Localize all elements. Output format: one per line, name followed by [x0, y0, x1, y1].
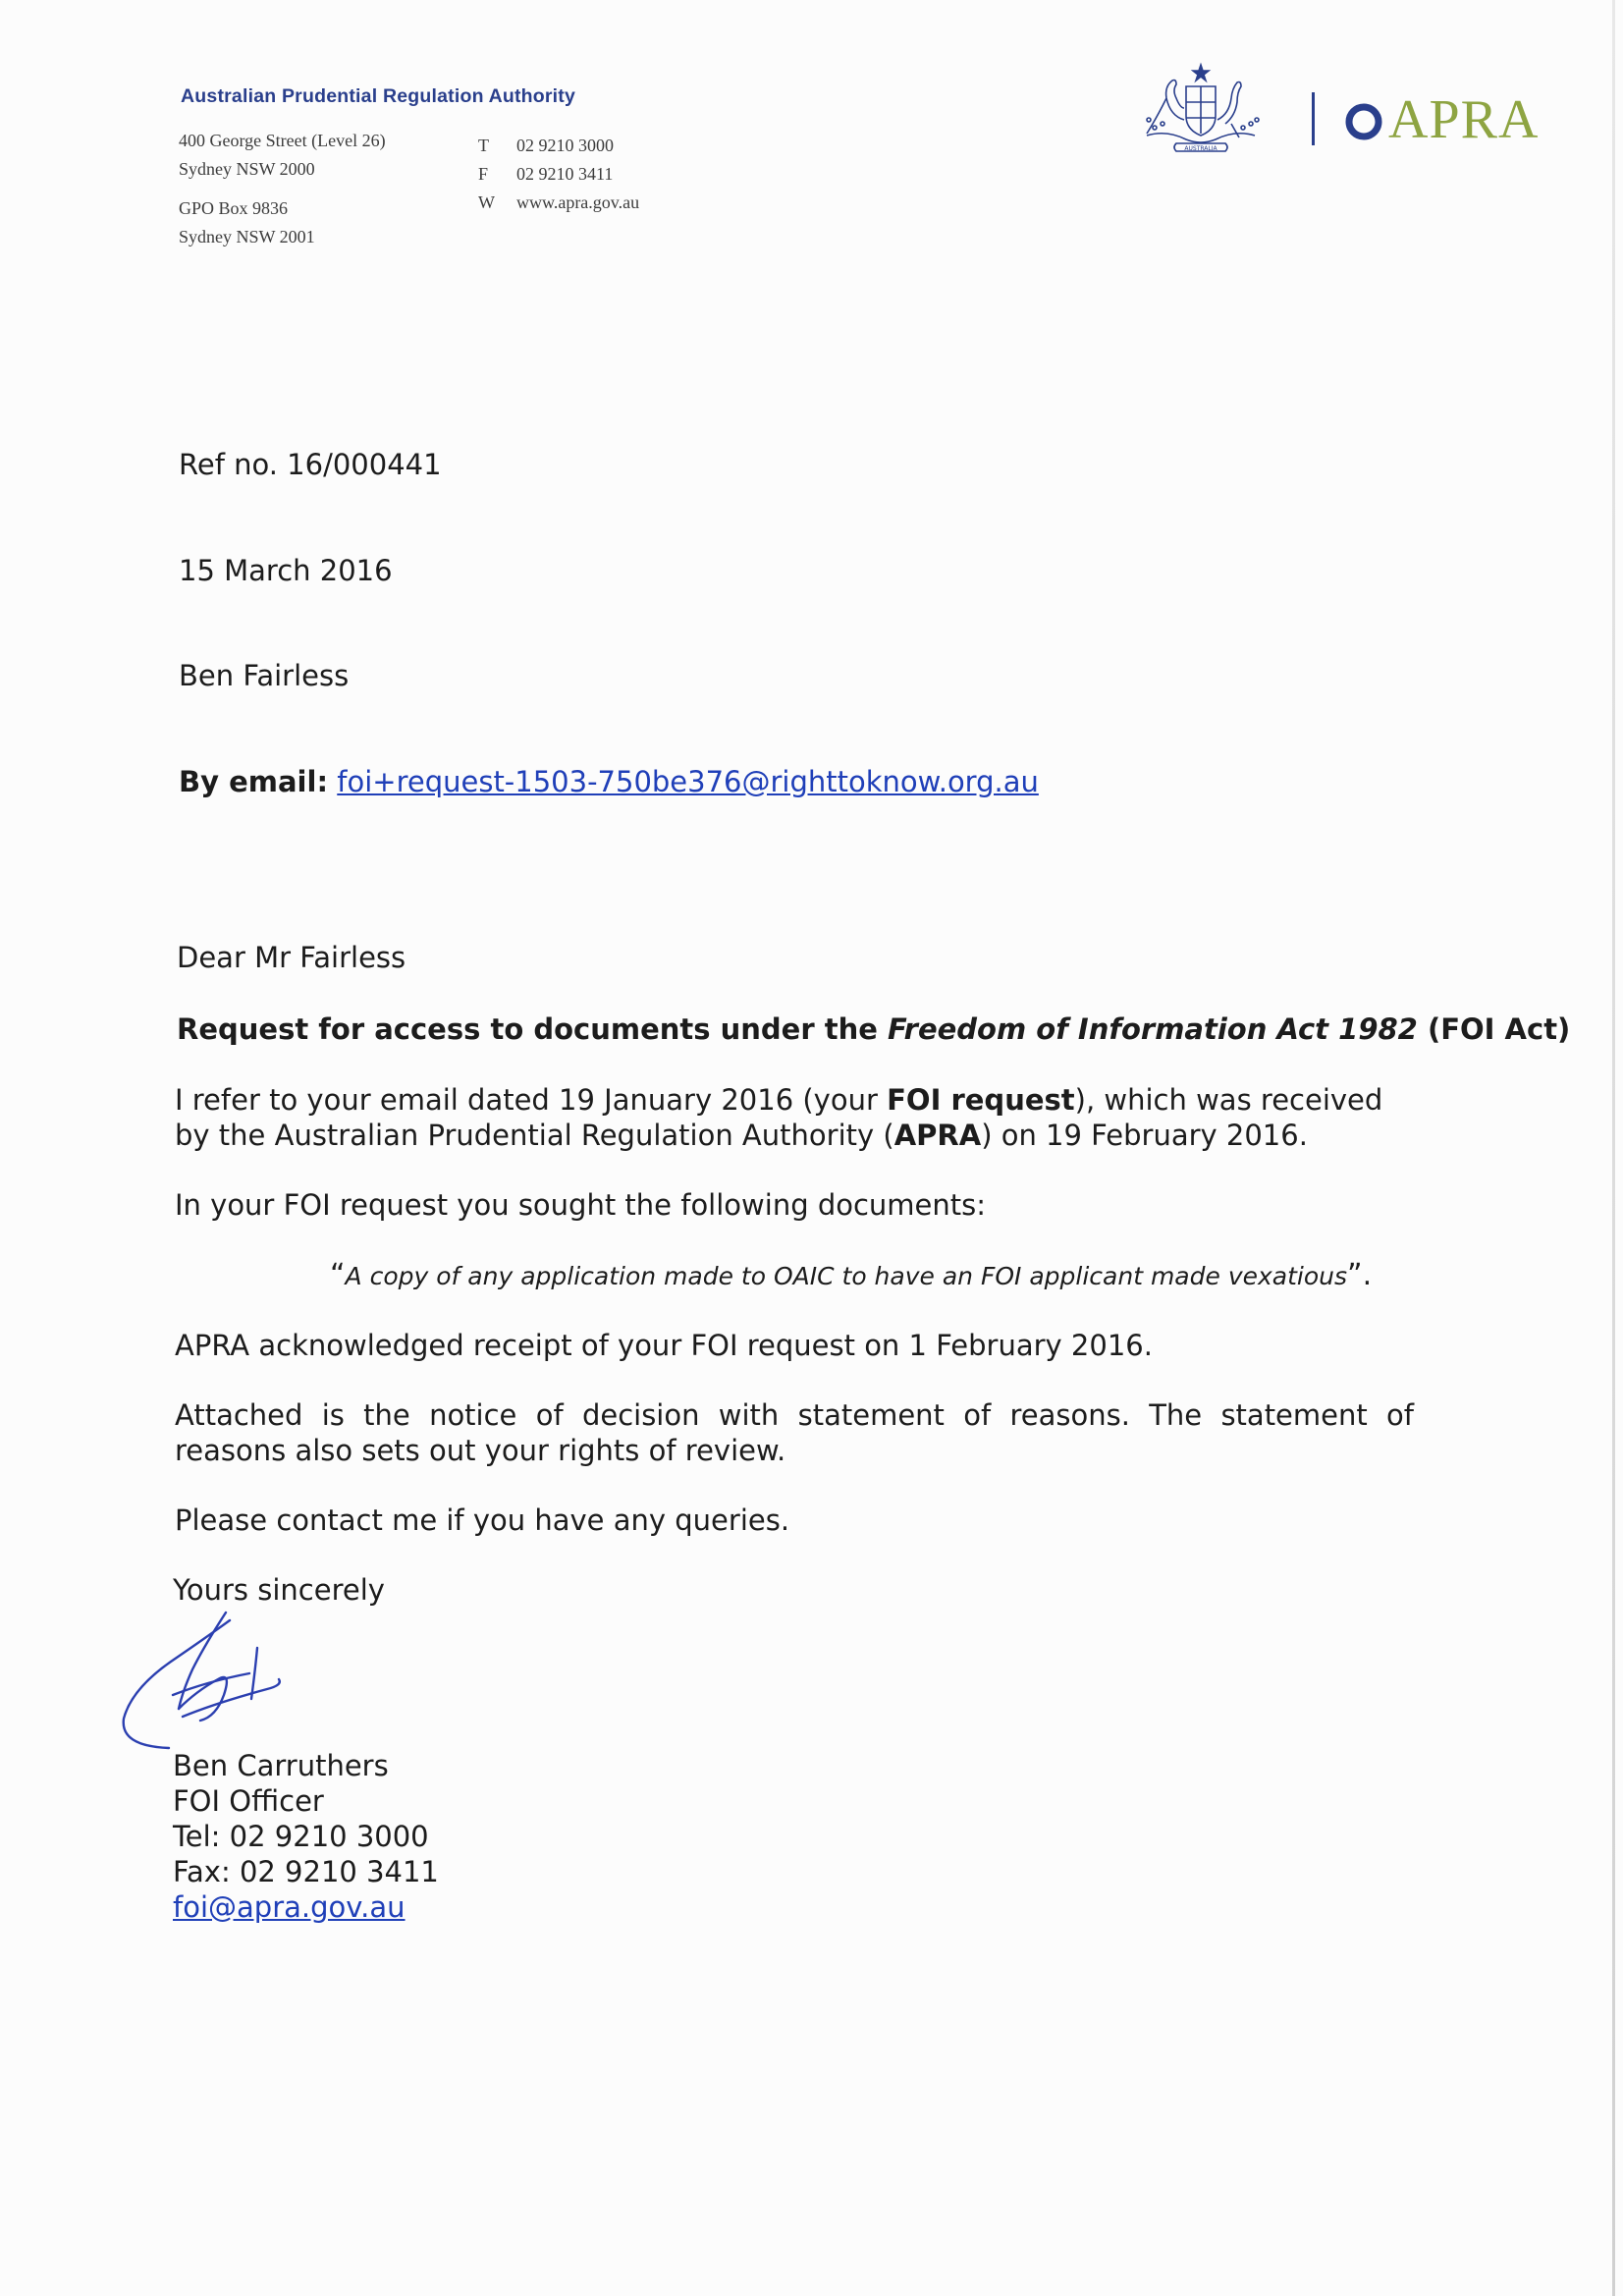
text-span: ) on 19 February 2016. — [981, 1119, 1308, 1152]
quote-close-mark: ”. — [1347, 1258, 1373, 1292]
street-address — [179, 127, 386, 251]
signatory-email-link[interactable]: foi@apra.gov.au — [173, 1890, 406, 1924]
text-bold: FOI request — [887, 1083, 1075, 1117]
subject-act-title: Freedom of Information Act 1982 — [888, 1012, 1418, 1046]
contact-web — [478, 189, 639, 217]
text-span: ), which was received by the Australian Prudential Regulation Authority ( — [175, 1083, 1383, 1152]
address-line: Sydney NSW 2000 — [179, 159, 315, 179]
letter-date: 15 March 2016 — [179, 554, 393, 587]
quote-open-mark: “ — [330, 1258, 346, 1292]
logo-divider — [1312, 92, 1315, 145]
address-line: GPO Box 9836 — [179, 198, 289, 218]
by-email-label: By email: — [179, 765, 329, 798]
letterhead-logos — [1127, 59, 1569, 157]
salutation: Dear Mr Fairless — [177, 941, 406, 974]
apra-logo-wordmark: APRA — [1388, 89, 1540, 150]
apra-ring-icon — [1344, 102, 1383, 141]
paragraph-attached-notice: Attached is the notice of decision with statement of reasons. The statement of reasons also sets out your rights of review. — [175, 1398, 1414, 1467]
text-span: I refer to your email dated 19 January 2016 (your — [175, 1083, 888, 1117]
address-line: 400 George Street (Level 26) — [179, 131, 386, 150]
signatory-title: FOI Officer — [173, 1784, 324, 1818]
address-line: Sydney NSW 2001 — [179, 227, 315, 246]
request-quote — [330, 1258, 1372, 1292]
paragraph-request-received — [175, 1082, 1414, 1153]
contact-key: T — [478, 136, 489, 155]
paragraph-contact: Please contact me if you have any queries. — [175, 1503, 790, 1537]
contact-details — [478, 132, 639, 217]
reference-number: Ref no. 16/000441 — [179, 448, 442, 481]
paragraph-documents-sought: In your FOI request you sought the following documents: — [175, 1188, 987, 1222]
paragraph-acknowledged: APRA acknowledged receipt of your FOI request on 1 February 2016. — [175, 1329, 1153, 1362]
quote-text: A copy of any application made to OAIC to have an FOI applicant made vexatious — [345, 1262, 1348, 1290]
scan-edge — [1612, 0, 1615, 2296]
contact-phone — [478, 132, 639, 160]
text-bold: APRA — [893, 1119, 982, 1152]
by-email-line — [179, 764, 1039, 799]
organisation-name: Australian Prudential Regulation Authority — [181, 85, 576, 107]
recipient-name: Ben Fairless — [179, 659, 350, 692]
signatory-phone: Tel: 02 9210 3000 — [173, 1820, 429, 1853]
handwritten-signature — [110, 1601, 306, 1758]
contact-value: www.apra.gov.au — [516, 192, 640, 212]
subject-prefix: Request for access to documents under the — [177, 1012, 889, 1046]
subject-line — [177, 1011, 1570, 1047]
contact-key: W — [478, 192, 495, 212]
contact-value: 02 9210 3000 — [516, 136, 614, 155]
recipient-email-link[interactable]: foi+request-1503-750be376@righttoknow.org.au — [337, 765, 1039, 798]
crest-scroll-text: AUSTRALIA — [1184, 145, 1217, 152]
contact-key: F — [478, 164, 489, 184]
subject-suffix: (FOI Act) — [1417, 1012, 1571, 1046]
coat-of-arms-icon — [1127, 59, 1274, 157]
contact-fax — [478, 160, 639, 189]
signatory-name: Ben Carruthers — [173, 1749, 389, 1782]
contact-value: 02 9210 3411 — [516, 164, 614, 184]
signatory-fax: Fax: 02 9210 3411 — [173, 1855, 439, 1888]
signature-block — [173, 1748, 439, 1925]
closing: Yours sincerely — [173, 1573, 385, 1607]
